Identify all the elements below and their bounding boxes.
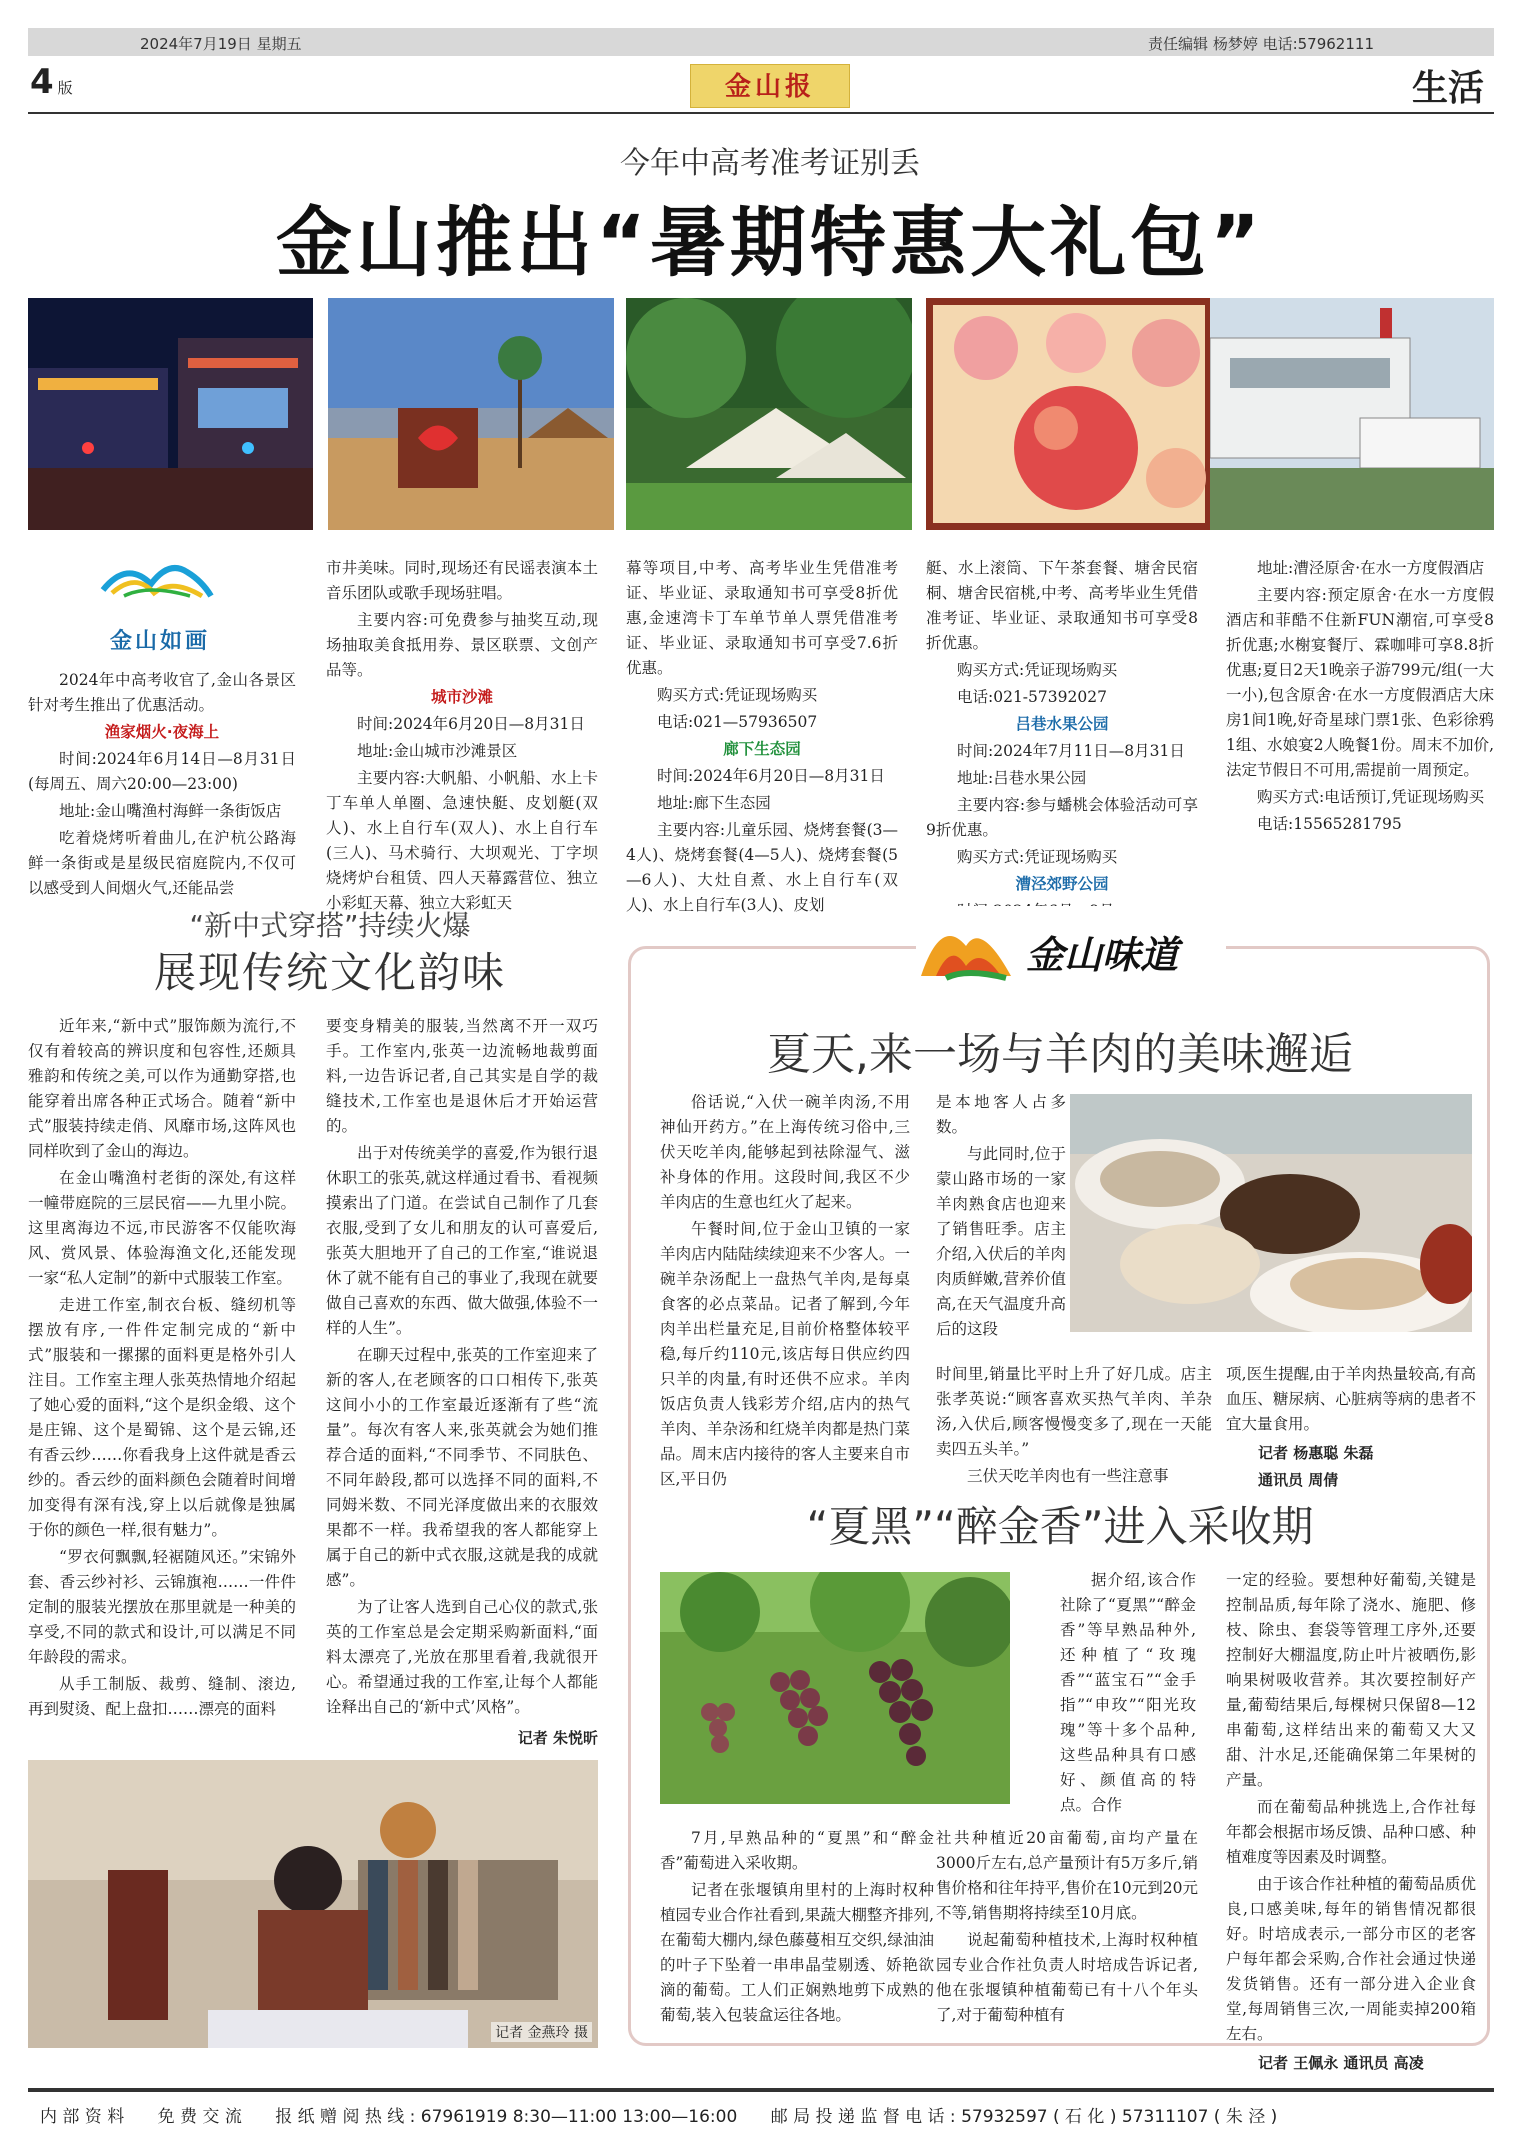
lead-col-1: 2024年中高考收官了,金山各景区针对考生推出了优惠活动。 渔家烟火·夜海上 时间:2024年6月14日—8月31日(每周五、周六20:00—23:00) 地址:金山嘴渔村海鲜一条街饭店 吃着烧烤听着曲儿,在沪杭公路海鲜一条街或是星级民宿庭院内,不仅可以感受到人间烟火气,还能品尝 xyxy=(28,671,296,897)
footer-free: 免 费 交 流 xyxy=(157,2107,242,2127)
subhead-langxia: 廊下生态园 xyxy=(723,740,801,758)
mutton-byline-1: 记者 杨惠聪 朱磊 xyxy=(1258,1444,1374,1462)
top-bar xyxy=(28,28,1494,56)
photo-night-street xyxy=(28,298,313,530)
lead-col-4: 艇、水上滚筒、下午茶套餐、塘舍民宿桐、塘舍民宿桃,中考、高考毕业生凭借准考证、毕业证、录取通知书可享受8折优惠。 购买方式:凭证现场购买 电话:021-57392027 吕巷水果公园 时间:2024年7月11日—8月31日 地址:吕巷水果公园 主要内容:参与蟠桃会体验活动可享9折优惠。 购买方式:凭证现场购买 漕泾郊野公园 xyxy=(926,556,1198,926)
photo-resort-hotel xyxy=(1210,298,1494,530)
lead-col-5: 地址:漕泾原舍·在水一方度假酒店 主要内容:预定原舍·在水一方度假酒店和菲酷不住新FUN潮宿,可享受8折优惠;水榭宴餐厅、霖咖啡可享8.8折优惠;夏日2天1晚亲子游799元/组(一大一小),包含原舍·在水一方度假酒店大床房1间1晚,好奇星球门票1张、色彩徐鸦1组、水娘宴2人晚餐1份。周末不加价,法定节假日不可用,需提前一周预定。 购买方式:电话预订,凭证现场购买 电话:15565281795 xyxy=(1226,559,1494,833)
lead-headline: 金山推出“暑期特惠大礼包” xyxy=(276,198,1264,287)
grape-col-1: 7月,早熟品种的“夏黑”和“醉金香”葡萄进入采收期。 记者在张堰镇甪里村的上海时权种植园专业合作社看到,果蔬大棚整齐排列,在葡萄大棚内,绿色藤蔓相互交织,绿油油的叶子下坠着一串串晶莹剔透、娇艳欲滴的葡萄。工人们正娴熟地剪下成熟的葡萄,装入包装盒运往各地。 xyxy=(660,1829,934,2024)
mutton-col-1: 俗话说,“入伏一碗羊肉汤,不用神仙开药方。”在上海传统习俗中,三伏天吃羊肉,能够起到祛除湿气、滋补身体的作用。这段时间,我区不少羊肉店的生意也红火了起来。 午餐时间,位于金山卫镇的一家羊肉店内陆陆续续迎来不少客人。一碗羊杂汤配上一盘热气羊肉,是每桌食客的必点菜品。记者了解到,今年肉羊出栏量充足,目前价格整体较平稳,每斤约110元,该店每日供应约四只羊的肉量,有时还供不应求。羊肉饭店负责人钱彩芳介绍,店内的热气羊肉、羊杂汤和红烧羊肉都是热门菜品。周末店内接待的客人主要来自市区,平日仍 xyxy=(660,1093,910,1488)
section-name: 生活 xyxy=(1411,68,1484,109)
photo-city-beach xyxy=(328,298,614,530)
jinshan-ruhua-logo xyxy=(60,560,260,660)
subhead-yujia: 渔家烟火·夜海上 xyxy=(104,723,220,741)
subhead-city-beach: 城市沙滩 xyxy=(430,688,493,706)
subhead-caojing: 漕泾郊野公园 xyxy=(1015,875,1109,893)
lead-col-3: 幕等项目,中考、高考毕业生凭借准考证、毕业证、录取通知书可享受8折优惠,金速湾卡丁车单节单人票凭借准考证、毕业证、录取通知书可享受7.6折优惠。 购买方式:凭证现场购买 电话:021—57936507 廊下生态园 时间:2024年6月20日—8月31日 地址:廊下生态园 主要内容:儿童乐园、烧烤套餐(3—4人)、烧烤套餐(4—5人)、烧烤套餐(5—6人)、大灶自煮、水上自行车(双人)、水上自行车(3人)、皮划 xyxy=(626,559,898,914)
mutton-byline-2: 通讯员 周倩 xyxy=(1258,1471,1339,1489)
mutton-col-2b: 时间里,销量比平时上升了好几成。店主张孝英说:“顾客喜欢买热气羊肉、羊杂汤,入伏后,顾客慢慢变多了,现在一天能卖四五头羊。” 三伏天吃羊肉也有一些注意事 xyxy=(936,1365,1212,1485)
fashion-kicker: “新中式穿搭”持续火爆 xyxy=(189,909,471,942)
fashion-byline: 记者 朱悦昕 xyxy=(517,1729,598,1747)
grape-title: “夏黑”“醉金香”进入采收期 xyxy=(806,1502,1314,1551)
subhead-lvxiang: 吕巷水果公园 xyxy=(1015,715,1109,733)
grape-byline: 记者 王佩永 通讯员 高凌 xyxy=(1258,2054,1424,2072)
lead-col-2: 市井美味。同时,现场还有民谣表演本土音乐团队或歌手现场驻唱。 主要内容:可免费参与抽奖互动,现场抽取美食抵用券、景区联票、文创产品等。 城市沙滩 时间:2024年6月20日—8月31日 地址:金山城市沙滩景区 主要内容:大帆船、小帆船、水上卡丁车单人单圈、急速快艇、皮划艇(双人)、水上自行车(双人)、水上自行车(三人)、马术骑行、大坝观光、丁字坝烧烤炉台租赁、四人天幕露营位、独立小彩虹天幕、独立大彩虹天 xyxy=(326,559,598,912)
jinshan-weidao-logo xyxy=(916,906,1226,986)
food-logo-text: 金山味道 xyxy=(1026,932,1179,977)
grape-col-2a: 据介绍,该合作社除了“夏黑”“醉金香”等早熟品种外,还种植了“玫瑰香”“蓝宝石”“金手指”“申玫”“阳光玫瑰”等十多个品种,这些品种具有口感好、颜值高的特点。合作 xyxy=(1060,1571,1196,1814)
photo-credit: 记者 金燕玲 摄 xyxy=(491,2022,592,2042)
fashion-col-2: 要变身精美的服装,当然离不开一双巧手。工作室内,张英一边流畅地裁剪面料,一边告诉记者,自己其实是自学的裁缝技术,工作室也是退休后才开始运营的。 出于对传统美学的喜爱,作为银行退休职工的张英,就这样通过看书、看视频摸索出了门道。在尝试自己制作了几套衣服,受到了女儿和朋友的认可喜爱后,张英大胆地开了自己的工作室,“谁说退休了就不能有自己的事业了,我现在就要做自己喜欢的东西、做大做强,体验不一样的人生”。 在聊天过程中,张英的工作室迎来了新的客人,在老顾客的口口相传下,张英这间小小的工作室最近逐渐有了些“流量”。每次有客人来,张英就会为她们推荐合适的面料,“不同季节、不同肤色、不同年龄段,都可以选择不同的面料,不同姆米数、不同光泽度做出来的衣服效果都不一样。我希望我的客人都能穿上属于自己的新中式衣服,这就是我的成就感”。 为了让客人选到自己心仪的款式,张英的工作室总是会定期采购新面料,“面料太漂亮了,光放在那里看着,我就很开心。希望通过我的工作室,让每个人都能诠释出自己的‘新中式’风格”。 记者 朱悦昕 xyxy=(326,1014,598,1753)
footer-rule xyxy=(28,2088,1494,2092)
footer-postal: 邮 局 投 递 监 督 电 话 : 57932597 ( 石 化 ) 57311107 ( 朱 泾 ) xyxy=(770,2107,1278,2127)
photo-grapes xyxy=(660,1572,1010,1804)
photo-mutton-dishes xyxy=(1070,1094,1472,1332)
footer-hotline: 报 纸 赠 阅 热 线 : 67961919 8:30—11:00 13:00—16:00 xyxy=(275,2107,738,2127)
fashion-col-1: 近年来,“新中式”服饰颇为流行,不仅有着较高的辨识度和包容性,还颇具雅韵和传统之美,可以作为通勤穿搭,也能穿着出席各种正式场合。随着“新中式”服装持续走俏、风靡市场,这阵风也同样吹到了金山的海边。 在金山嘴渔村老街的深处,有这样一幢带庭院的三层民宿——九里小院。这里离海边不远,市民游客不仅能吹海风、赏风景、体验海渔文化,还能发现一家“私人定制”的新中式服装工作室。 走进工作室,制衣台板、缝纫机等摆放有序,一件件定制完成的“新中式”服装和一摞摞的面料更是格外引人注目。工作室主理人张英热情地介绍起了她心爱的面料,“这个是织金缎、这个是庄锦、这个是蜀锦、这个是云锦,还有香云纱……你看我身上这件就是香云纱的。香云纱的面料颜色会随着时间增加变得有深有浅,穿上以后就像是独属于你的颜色一样,很有魅力”。 “罗衣何飘飘,轻裾随风还。”宋锦外套、香云纱衬衫、云锦旗袍……一件件定制的服装光摆放在那里就是一种美的享受,不同的款式和设计,可以满足不同年龄段的需求。 从手工制版、裁剪、缝制、滚边,再到熨烫、配上盘扣……漂亮的面料 xyxy=(28,1017,296,1718)
fashion-title: 展现传统文化韵味 xyxy=(153,948,506,997)
footer xyxy=(40,2102,1500,2127)
page-number: 4 版 xyxy=(30,62,73,102)
grape-col-3: 一定的经验。要想种好葡萄,关键是控制品质,每年除了浇水、施肥、修枝、除虫、套袋等管理工序外,还要控制好大棚温度,防止叶片被晒伤,影响果树吸收营养。其次要控制好产量,葡萄结果后,每棵树只保留8—12串葡萄,这样结出来的葡萄又大又甜、汁水足,还能确保第二年果树的产量。 而在葡萄品种挑选上,合作社每年都会根据市场反馈、品种口感、种植难度等因素及时调整。 由于该合作社种植的葡萄品质优良,口感美味,每年的销售情况都很好。时培成表示,一部分市区的老客户每年都会采购,合作社会通过快递发货销售。还有一部分进入企业食堂,每周销售三次,一周能卖掉200箱左右。 记者 王佩永 通讯员 高凌 xyxy=(1226,1568,1476,2078)
mutton-title: 夏天,来一场与羊肉的美味邂逅 xyxy=(767,1029,1353,1080)
mutton-col-3: 项,医生提醒,由于羊肉热量较高,有高血压、糖尿病、心脏病等病的患者不宜大量食用。 记者 杨惠聪 朱磊 通讯员 周倩 xyxy=(1226,1362,1476,1495)
photo-camping-tents xyxy=(626,298,912,530)
editor-info: 责任编辑 杨梦婷 电话:57962111 xyxy=(1148,35,1374,53)
photo-tailor-studio xyxy=(28,1760,598,2048)
grape-col-2b: 社共种植近20亩葡萄,亩均产量在3000斤左右,总产量预计有5万多斤,销售价格和往年持平,售价在10元到20元不等,销售期将持续至10月底。 说起葡萄种植技术,上海时权种植园专业合作社负责人时培成告诉记者,他在张堰镇种植葡萄已有十八个年头了,对于葡萄种植有 xyxy=(936,1829,1198,2024)
logo-text: 金山如画 xyxy=(109,629,210,654)
header-rule xyxy=(28,112,1494,114)
footer-internal: 内 部 资 料 xyxy=(40,2107,125,2127)
mountain-logo-icon xyxy=(60,560,260,620)
photo-peaches xyxy=(926,298,1212,530)
lead-kicker: 今年中高考准考证别丢 xyxy=(620,146,920,181)
mountain-flame-icon xyxy=(916,906,1016,986)
issue-date: 2024年7月19日 星期五 xyxy=(140,35,302,53)
mutton-col-2a: 是本地客人占多数。 与此同时,位于蒙山路市场的一家羊肉熟食店也迎来了销售旺季。店主介绍,入伏后的羊肉肉质鲜嫩,营养价值高,在天气温度升高后的这段 xyxy=(936,1093,1066,1338)
masthead-logo: 金山报 xyxy=(690,64,850,108)
